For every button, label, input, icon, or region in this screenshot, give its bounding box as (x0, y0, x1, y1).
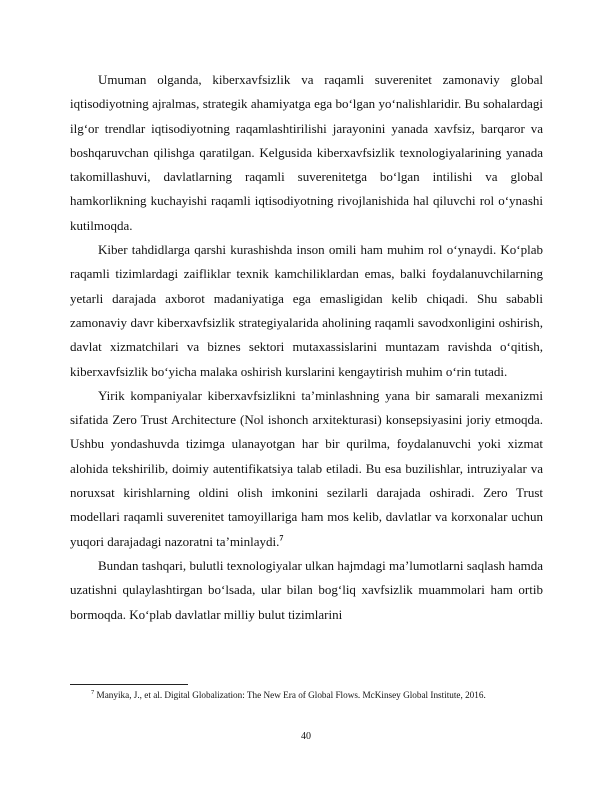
paragraph-4: Bundan tashqari, bulutli texnologiyalar ulkan hajmdagi ma’lumotlarni saqlash hamda uzatishni qulaylashtirgan bo‘lsada, ular bilan bog‘liq xavfsizlik muammolari ham ortib bormoqda. Ko‘plab davlatlar milliy bulut tizimlarini (70, 557, 543, 622)
footnote-divider (70, 684, 188, 685)
paragraph-1: Umuman olganda, kiberxavfsizlik va raqamli suverenitet zamonaviy global iqtisodiyotning ajralmas, strategik ahamiyatga ega bo‘lgan yo‘nalishlaridir. Bu sohalardagi ilg‘or trendlar iqtisodiyotning raqamlashtirilishi jarayonini yanada xavfsiz, barqaror va boshqaruvchan qilishga qaratilgan. Kelgusida kiberxavfsizlik texnologiyalarining yanada takomillashuvi, davlatlarning raqamli suverenitetga bo‘lgan intilishi va global hamkorlikning kuchayishi raqamli iqtisodiyotning rivojlanishida hal qiluvchi rol o‘ynashi kutilmoqda. (70, 72, 543, 233)
page-number: 40 (301, 731, 311, 742)
document-body (70, 68, 543, 627)
paragraph-2: Kiber tahdidlarga qarshi kurashishda inson omili ham muhim rol o‘ynaydi. Ko‘plab raqamli tizimlardagi zaifliklar texnik kamchiliklardan emas, balki foydalanuvchilarning yetarli darajada axborot madaniyatiga ega emasligidan kelib chiqadi. Shu sababli zamonaviy davr kiberxavfsizlik strategiyalarida aholining raqamli savodxonligini oshirish, davlat xizmatchilari va biznes sektori mutaxassislarini muntazam ravishda o‘qitish, kiberxavfsizlik bo‘yicha malaka oshirish kurslarini kengaytirish muhim o‘rin tutadi. (70, 242, 543, 379)
paragraph-3-text: Yirik kompaniyalar kiberxavfsizlikni ta’minlashning yana bir samarali mexanizmi sifatida Zero Trust Architecture (Nol ishonch arxitekturasi) konsepsiyasini joriy etmoqda. Ushbu yondashuvda tizimga ulanayotgan har bir qurilma, foydalanuvchi yoki xizmat alohida tekshirilib, doimiy autentifikatsiya talab etiladi. Bu esa buzilishlar, intruziyalar va noruxsat kirishlarning oldini olish imkonini sezilarli darajada oshiradi. Zero Trust modellari raqamli suverenitet tamoyillariga ham mos kelib, davlatlar va korxonalar uchun yuqori darajadagi nazoratni ta’minlaydi. (70, 387, 543, 549)
paragraph-3 (70, 384, 543, 554)
footnote-text: Manyika, J., et al. Digital Globalization: The New Era of Global Flows. McKinsey Global Institute, 2016. (96, 690, 486, 700)
footnote (70, 688, 543, 702)
footnote-reference: 7 (279, 533, 284, 543)
footnote-marker: 7 (91, 688, 95, 696)
